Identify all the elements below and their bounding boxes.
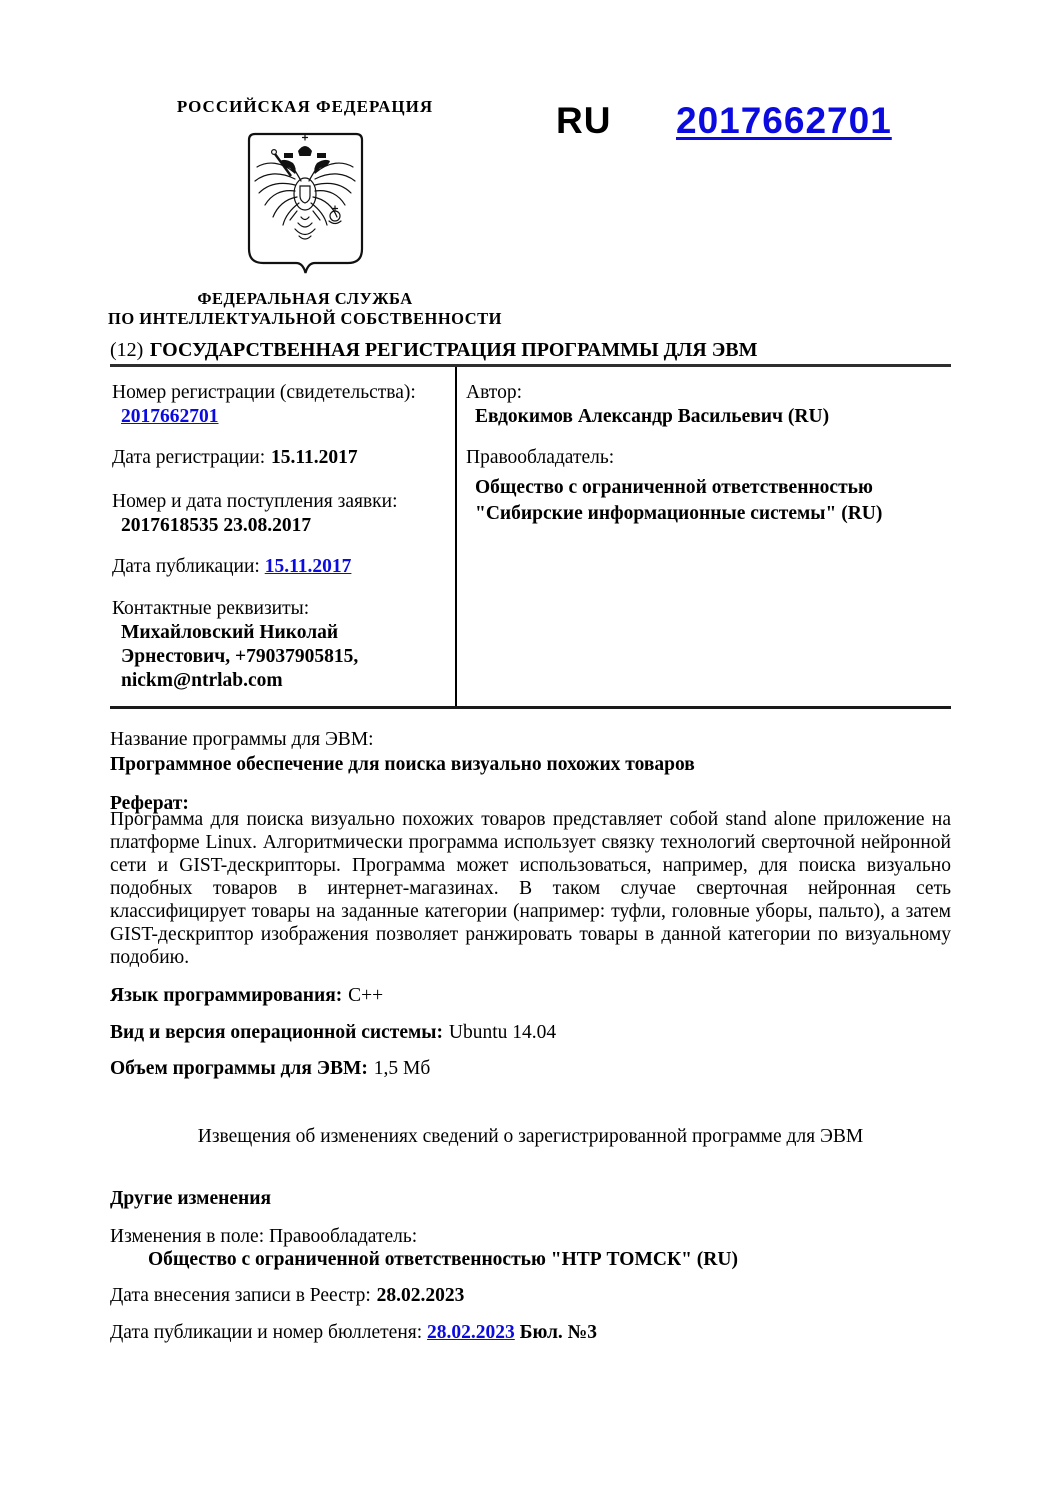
language-line bbox=[110, 983, 951, 1008]
agency-line1: ФЕДЕРАЛЬНАЯ СЛУЖБА bbox=[197, 289, 413, 308]
os-label: Вид и версия операционной системы: bbox=[110, 1022, 444, 1043]
registration-number-block bbox=[112, 381, 447, 429]
publication-date-label: Дата публикации: bbox=[112, 556, 260, 577]
contacts-line2: Эрнестович, +79037905815, bbox=[121, 646, 359, 667]
author-label: Автор: bbox=[466, 382, 522, 403]
coat-of-arms-icon bbox=[245, 131, 366, 284]
size-value: 1,5 Мб bbox=[373, 1058, 431, 1079]
registration-right-column bbox=[455, 367, 951, 706]
publication-date-link[interactable]: 15.11.2017 bbox=[264, 556, 352, 577]
program-name-label: Название программы для ЭВМ: bbox=[110, 729, 374, 750]
contacts-label: Контактные реквизиты: bbox=[112, 598, 310, 619]
registration-date-label: Дата регистрации: bbox=[112, 447, 266, 468]
holder-block bbox=[466, 446, 951, 527]
bulletin-line bbox=[110, 1320, 951, 1345]
bulletin-number: Бюл. №3 bbox=[519, 1322, 597, 1343]
registration-date-block bbox=[112, 446, 447, 470]
holder-line2: "Сибирские информационные системы" (RU) bbox=[475, 503, 883, 524]
holder-line1: Общество с ограниченной ответственностью bbox=[475, 477, 873, 498]
application-block bbox=[112, 490, 447, 538]
new-holder-value: Общество с ограниченной ответственностью "НТР ТОМСК" (RU) bbox=[148, 1249, 738, 1270]
document-title-text: ГОСУДАРСТВЕННАЯ РЕГИСТРАЦИЯ ПРОГРАММЫ ДЛЯ ЭВМ bbox=[149, 339, 758, 361]
document-title-prefix: (12) bbox=[110, 339, 144, 361]
os-line bbox=[110, 1020, 951, 1045]
bulletin-label: Дата публикации и номер бюллетеня: bbox=[110, 1322, 423, 1343]
os-value: Ubuntu 14.04 bbox=[448, 1022, 557, 1043]
record-date-label: Дата внесения записи в Реестр: bbox=[110, 1285, 371, 1306]
program-name-value: Программное обеспечение для поиска визуально похожих товаров bbox=[110, 754, 695, 775]
notices-heading: Извещения об изменениях сведений о зарегистрированной программе для ЭВМ bbox=[197, 1126, 864, 1147]
publication-date-block bbox=[112, 555, 447, 579]
holder-label: Правообладатель: bbox=[466, 447, 615, 468]
application-value: 2017618535 23.08.2017 bbox=[121, 515, 312, 536]
agency-name bbox=[90, 289, 520, 328]
application-label: Номер и дата поступления заявки: bbox=[112, 491, 398, 512]
registration-date-value: 15.11.2017 bbox=[270, 447, 358, 468]
country-title: РОССИЙСКАЯ ФЕДЕРАЦИЯ bbox=[176, 97, 434, 116]
registration-number-label: Номер регистрации (свидетельства): bbox=[112, 382, 416, 403]
author-value: Евдокимов Александр Васильевич (RU) bbox=[475, 406, 830, 427]
document-title bbox=[110, 339, 970, 362]
record-date-value: 28.02.2023 bbox=[376, 1285, 465, 1306]
author-block bbox=[466, 381, 951, 429]
language-label: Язык программирования: bbox=[110, 985, 343, 1006]
size-label: Объем программы для ЭВМ: bbox=[110, 1058, 368, 1079]
abstract-text: Программа для поиска визуально похожих товаров представляет собой stand alone приложение на платформе Linux. Алгоритмически программа использует связку технологий сверточной нейронной сети и GIST-дескрипторы. Программа может использоваться, например, для поиска визуально подобных товаров в интернет-магазинах. В таком случае сверточная нейронная сеть классифицирует товары на заданные категории (например: туфли, головные уборы, пальто), а затем GIST-дескриптор изображения позволяет ранжировать товары в данной категории по визуальному подобию. bbox=[110, 809, 951, 968]
registration-number-header-link[interactable]: 2017662701 bbox=[676, 100, 892, 141]
language-value: C++ bbox=[348, 985, 384, 1006]
field-change-label: Изменения в поле: Правообладатель: bbox=[110, 1226, 418, 1247]
record-date-line bbox=[110, 1283, 951, 1308]
registration-info-table bbox=[110, 364, 951, 709]
other-changes-label: Другие изменения bbox=[110, 1188, 272, 1209]
agency-line2: ПО ИНТЕЛЛЕКТУАЛЬНОЙ СОБСТВЕННОСТИ bbox=[108, 308, 502, 328]
bulletin-date-link[interactable]: 28.02.2023 bbox=[427, 1322, 515, 1343]
contacts-line1: Михайловский Николай bbox=[121, 622, 339, 643]
registration-left-column bbox=[110, 367, 455, 706]
contacts-block bbox=[112, 597, 447, 693]
registration-number-link[interactable]: 2017662701 bbox=[121, 406, 219, 427]
contacts-line3: nickm@ntrlab.com bbox=[121, 670, 283, 691]
abstract-label: Реферат: bbox=[110, 793, 189, 814]
country-code: RU bbox=[556, 100, 612, 141]
size-line bbox=[110, 1056, 951, 1081]
